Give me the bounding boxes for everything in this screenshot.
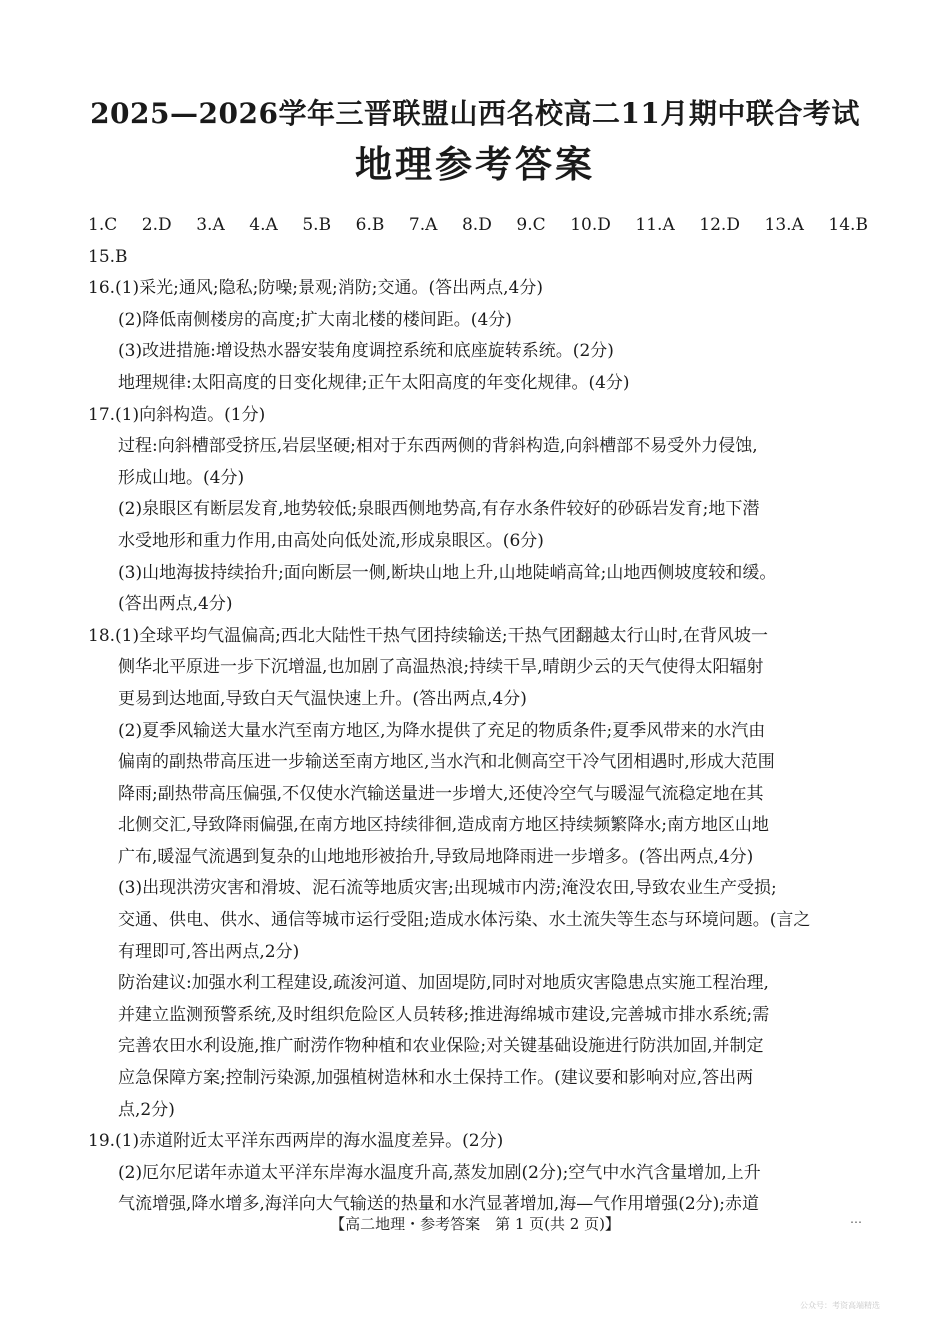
- choice-answer: 6.B: [355, 215, 385, 235]
- q18-part4-line2: 并建立监测预警系统,及时组织危险区人员转移;推进海绵城市建设,完善城市排水系统;需: [118, 1004, 770, 1025]
- q17-part4-line1: (3)山地海拔持续抬升;面向断层一侧,断块山地上升,山地陡峭高耸;山地西侧坡度较和缓。: [118, 562, 777, 583]
- q16-part1: 16.(1)采光;通风;隐私;防噪;景观;消防;交通。(答出两点,4分): [88, 278, 543, 299]
- q17-part2-line1: 过程:向斜槽部受挤压,岩层坚硬;相对于东西两侧的背斜构造,向斜槽部不易受外力侵蚀,: [118, 436, 758, 457]
- q19-part2-line2: 气流增强,降水增多,海洋向大气输送的热量和水汽显著增加,海—气作用增强(2分);赤道: [118, 1194, 760, 1215]
- choice-answer: 5.B: [302, 215, 332, 235]
- choice-answer: 9.C: [516, 215, 546, 235]
- watermark: 公众号：考资高端精选: [800, 1301, 880, 1310]
- choice-answer: 12.D: [699, 215, 740, 235]
- q16-part3: (3)改进措施:增设热水器安装角度调控系统和底座旋转系统。(2分): [118, 341, 614, 362]
- q18-part3-line3: 有理即可,答出两点,2分): [118, 941, 300, 962]
- q18-part2-line5: 广布,暖湿气流遇到复杂的山地地形被抬升,导致局地降雨进一步增多。(答出两点,4分): [118, 846, 754, 867]
- choice-answer: 13.A: [764, 215, 804, 235]
- footer-mark: …: [850, 1212, 862, 1226]
- q18-part4-line4: 应急保障方案;控制污染源,加强植树造林和水土保持工作。(建议要和影响对应,答出两: [118, 1068, 754, 1089]
- q16-part2: (2)降低南侧楼房的高度;扩大南北楼的楼间距。(4分): [118, 309, 512, 330]
- answer-content: [88, 210, 868, 1221]
- q17-part3-line2: 水受地形和重力作用,由高处向低处流,形成泉眼区。(6分): [118, 530, 544, 551]
- choice-answers-row: [88, 210, 868, 242]
- page-footer: 【高二地理・参考答案 第 1 页(共 2 页)】: [330, 1215, 620, 1233]
- q17-part1: 17.(1)向斜构造。(1分): [88, 404, 266, 425]
- q18-part2-line2: 偏南的副热带高压进一步输送至南方地区,当水汽和北侧高空干冷气团相遇时,形成大范围: [118, 752, 775, 773]
- choice-answer: 11.A: [635, 215, 675, 235]
- page-title: 地理参考答案: [355, 142, 595, 186]
- choice-answer: 7.A: [408, 215, 438, 235]
- choice-answer: 10.D: [570, 215, 611, 235]
- exam-title: 2025—2026学年三晋联盟山西名校高二11月期中联合考试: [90, 97, 860, 130]
- choice-answer: 15.B: [88, 246, 128, 267]
- q18-part2-line1: (2)夏季风输送大量水汽至南方地区,为降水提供了充足的物质条件;夏季风带来的水汽由: [118, 720, 766, 741]
- q18-part2-line4: 北侧交汇,导致降雨偏强,在南方地区持续徘徊,造成南方地区持续频繁降水;南方地区山地: [118, 815, 769, 836]
- q18-part2-line3: 降雨;副热带高压偏强,不仅使水汽输送量进一步增大,还使冷空气与暖湿气流稳定地在其: [118, 783, 764, 804]
- choice-answer: 8.D: [461, 215, 492, 235]
- choice-answer: 3.A: [196, 215, 225, 235]
- q17-part2-line2: 形成山地。(4分): [118, 467, 245, 488]
- q18-part3-line2: 交通、供电、供水、通信等城市运行受阻;造成水体污染、水土流失等生态与环境问题。(言之: [118, 910, 811, 931]
- q18-part4-line1: 防治建议:加强水利工程建设,疏浚河道、加固堤防,同时对地质灾害隐患点实施工程治理,: [118, 973, 769, 994]
- q18-part1-line1: 18.(1)全球平均气温偏高;西北大陆性干热气团持续输送;干热气团翻越太行山时,在背风坡一: [88, 625, 768, 646]
- q18-part1-line2: 侧华北平原进一步下沉增温,也加剧了高温热浪;持续干旱,晴朗少云的天气使得太阳辐射: [118, 657, 764, 678]
- q18-part1-line3: 更易到达地面,导致白天气温快速上升。(答出两点,4分): [118, 688, 527, 709]
- q17-part3-line1: (2)泉眼区有断层发育,地势较低;泉眼西侧地势高,有存水条件较好的砂砾岩发育;地下潜: [118, 499, 760, 520]
- q18-part3-line1: (3)出现洪涝灾害和滑坡、泥石流等地质灾害;出现城市内涝;淹没农田,导致农业生产受损;: [118, 878, 777, 899]
- choice-answer: 2.D: [141, 215, 172, 235]
- q17-part4-line2: (答出两点,4分): [118, 594, 233, 615]
- q16-part4: 地理规律:太阳高度的日变化规律;正午太阳高度的年变化规律。(4分): [118, 372, 630, 393]
- q18-part4-line3: 完善农田水利设施,推广耐涝作物种植和农业保险;对关键基础设施进行防洪加固,并制定: [118, 1036, 764, 1057]
- q19-part1: 19.(1)赤道附近太平洋东西两岸的海水温度差异。(2分): [88, 1131, 504, 1152]
- choice-answer: 14.B: [828, 215, 868, 235]
- choice-answer: 4.A: [249, 215, 278, 235]
- choice-answer: 1.C: [88, 215, 118, 235]
- q19-part2-line1: (2)厄尔尼诺年赤道太平洋东岸海水温度升高,蒸发加剧(2分);空气中水汽含量增加,上升: [118, 1162, 761, 1183]
- q18-part4-line5: 点,2分): [118, 1099, 175, 1120]
